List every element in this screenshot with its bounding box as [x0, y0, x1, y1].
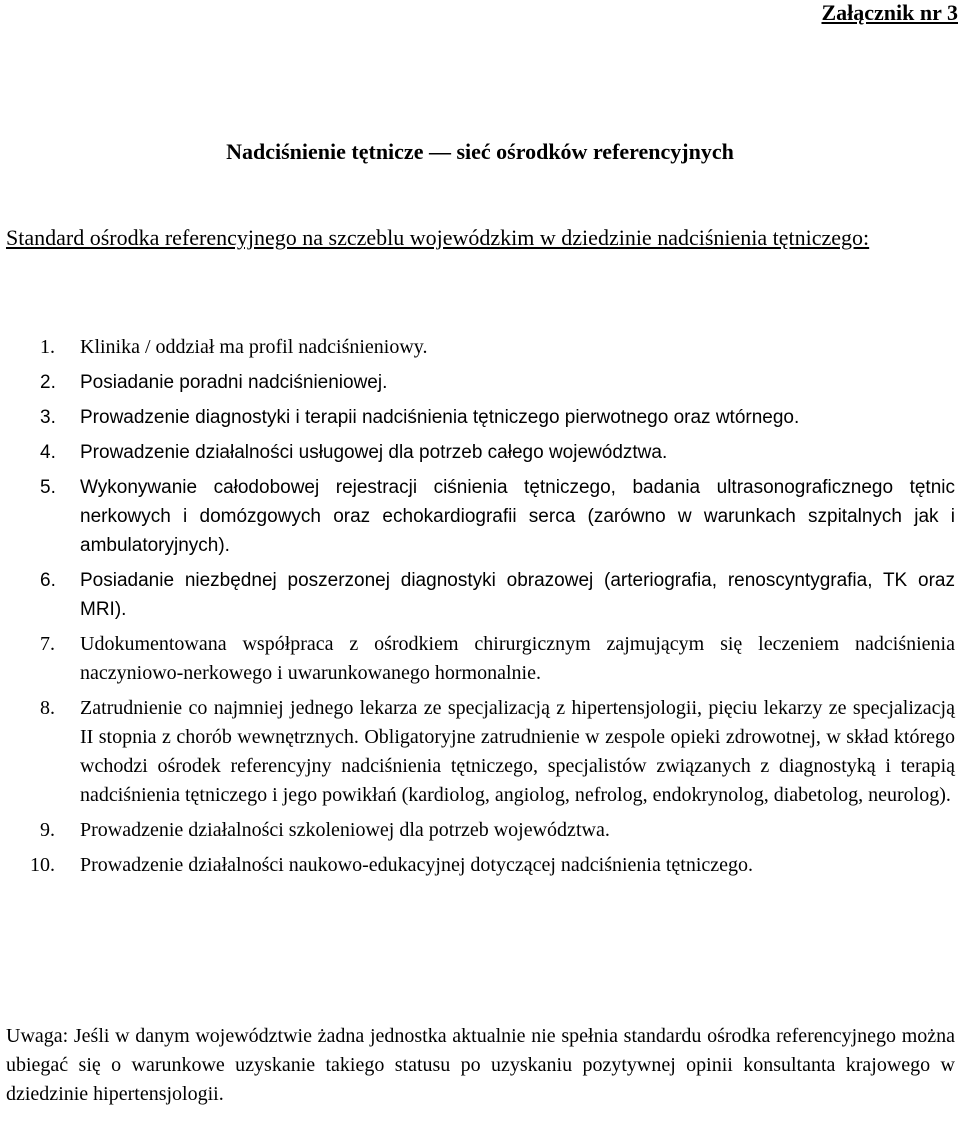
item-text: Zatrudnienie co najmniej jednego lekarza ze specjalizacją z hipertensjologii, pięciu lekarzy ze specjalizacją II stopnia z chorób wewnętrznych. Obligatoryjne zatrudnienie w zespole opieki zdrowotnej, w skład którego wchodzi ośrodek referencyjny nadciśnienia tętniczego, specjalistów związanych z diagnostyką i terapią nadciśnienia tętniczego i jego powikłań (kardiolog, angiolog, nefrolog, endokrynolog, diabetolog, neurolog).	[80, 697, 955, 806]
requirements-list	[0, 333, 955, 886]
item-text: Posiadanie poradni nadciśnieniowej.	[80, 372, 388, 393]
note-paragraph: Uwaga: Jeśli w danym województwie żadna jednostka aktualnie nie spełnia standardu ośrodka referencyjnego można ubiegać się o warunkowe uzyskanie takiego statusu po uzyskaniu pozytywnej opinii konsultanta krajowego w dziedzinie hipertensjologii.	[6, 1025, 955, 1105]
item-number: 1.	[40, 336, 55, 358]
list-item	[0, 333, 955, 362]
item-text: Udokumentowana współpraca z ośrodkiem chirurgicznym zajmującym się leczeniem nadciśnienia naczyniowo-nerkowego i uwarunkowanego hormonalnie.	[80, 633, 955, 684]
list-item	[0, 851, 955, 880]
item-number: 5.	[40, 477, 56, 498]
list-item	[0, 473, 955, 560]
item-number: 10.	[30, 854, 55, 876]
item-number: 6.	[40, 570, 56, 591]
item-text: Prowadzenie diagnostyki i terapii nadciśnienia tętniczego pierwotnego oraz wtórnego.	[80, 407, 800, 428]
item-number: 3.	[40, 407, 56, 428]
item-number: 9.	[40, 819, 55, 841]
item-text: Wykonywanie całodobowej rejestracji ciśnienia tętniczego, badania ultrasonograficznego tętnic nerkowych i domózgowych oraz echokardiografii serca (zarówno w warunkach szpitalnych jak i ambulatoryjnych).	[80, 477, 955, 556]
item-text: Prowadzenie działalności usługowej dla potrzeb całego województwa.	[80, 442, 668, 463]
list-item	[0, 694, 955, 810]
item-number: 8.	[40, 697, 55, 719]
item-text: Prowadzenie działalności naukowo-edukacyjnej dotyczącej nadciśnienia tętniczego.	[80, 854, 754, 876]
item-number: 4.	[40, 442, 56, 463]
list-item	[0, 438, 955, 467]
list-item	[0, 566, 955, 624]
list-item	[0, 630, 955, 688]
item-number: 2.	[40, 372, 56, 393]
list-item	[0, 368, 955, 397]
item-text: Posiadanie niezbędnej poszerzonej diagnostyki obrazowej (arteriografia, renoscyntygrafia, TK oraz MRI).	[80, 570, 955, 620]
item-text: Klinika / oddział ma profil nadciśnieniowy.	[80, 336, 428, 358]
list-item	[0, 403, 955, 432]
page-title: Nadciśnienie tętnicze — sieć ośrodków referencyjnych	[226, 139, 734, 164]
item-text: Prowadzenie działalności szkoleniowej dla potrzeb województwa.	[80, 819, 610, 841]
list-item	[0, 816, 955, 845]
item-number: 7.	[40, 633, 55, 655]
attachment-label: Załącznik nr 3	[821, 0, 958, 25]
standard-subtitle: Standard ośrodka referencyjnego na szczeblu wojewódzkim w dziedzinie nadciśnienia tętniczego:	[6, 225, 870, 250]
